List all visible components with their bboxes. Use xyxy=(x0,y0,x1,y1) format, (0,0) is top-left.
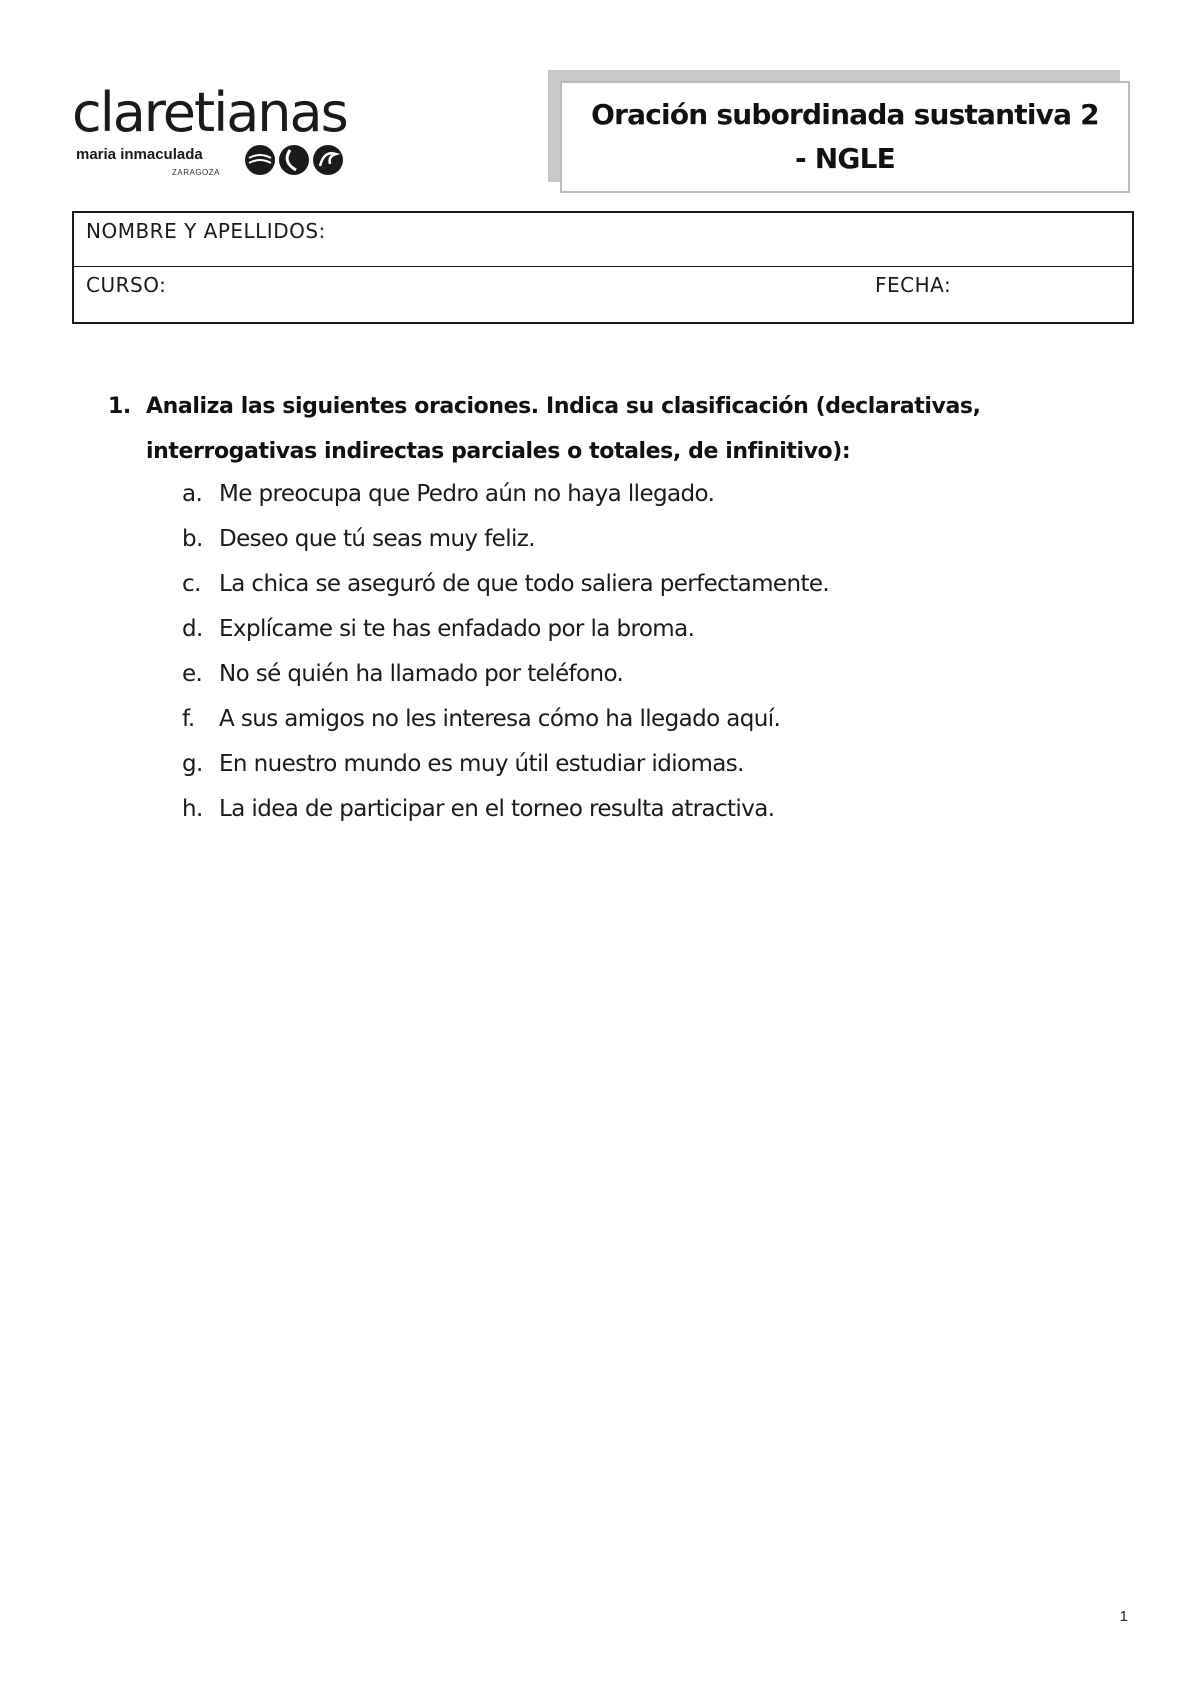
list-item xyxy=(182,697,829,742)
list-item xyxy=(182,517,829,562)
item-text: La idea de participar en el torneo resulta atractiva. xyxy=(219,796,775,822)
logo-subtitle: maria inmaculada xyxy=(76,146,203,163)
item-text: A sus amigos no les interesa cómo ha llegado aquí. xyxy=(219,706,781,732)
title-line-1: Oración subordinada sustantiva 2 xyxy=(591,98,1099,131)
item-text: Deseo que tú seas muy feliz. xyxy=(219,526,535,552)
item-text: Explícame si te has enfadado por la broma. xyxy=(219,616,695,642)
page-number: 1 xyxy=(1119,1608,1128,1625)
list-item xyxy=(182,652,829,697)
exercise-number: 1. xyxy=(108,394,131,419)
item-letter: d. xyxy=(182,616,203,642)
item-letter: g. xyxy=(182,751,203,777)
logo-wordmark: claretianas xyxy=(72,81,347,144)
item-text: Me preocupa que Pedro aún no haya llegado. xyxy=(219,481,715,507)
item-letter: c. xyxy=(182,571,201,597)
list-item xyxy=(182,562,829,607)
list-item xyxy=(182,607,829,652)
date-label: FECHA: xyxy=(875,273,952,297)
exercise-instruction: Analiza las siguientes oraciones. Indica su clasificación (declarativas, interrogativas indirectas parciales o totales, de infinitivo): xyxy=(146,394,981,464)
item-text: No sé quién ha llamado por teléfono. xyxy=(219,661,624,687)
exercise-question xyxy=(108,384,1138,474)
title-line-2: - NGLE xyxy=(795,142,895,175)
item-letter: e. xyxy=(182,661,203,687)
title-box xyxy=(560,81,1130,193)
logo-city: ZARAGOZA xyxy=(172,168,221,177)
item-text: La chica se aseguró de que todo saliera perfectamente. xyxy=(219,571,830,597)
item-text: En nuestro mundo es muy útil estudiar idiomas. xyxy=(219,751,744,777)
logo-circles-icon xyxy=(244,144,344,178)
item-letter: b. xyxy=(182,526,203,552)
sentence-list xyxy=(182,472,829,832)
item-letter: a. xyxy=(182,481,203,507)
list-item xyxy=(182,787,829,832)
name-row xyxy=(74,213,1132,267)
student-info-table xyxy=(72,211,1134,324)
list-item xyxy=(182,742,829,787)
course-label: CURSO: xyxy=(86,273,167,297)
item-letter: f. xyxy=(182,706,195,732)
name-label: NOMBRE Y APELLIDOS: xyxy=(86,219,326,243)
course-date-row xyxy=(74,267,1132,321)
list-item xyxy=(182,472,829,517)
item-letter: h. xyxy=(182,796,203,822)
school-logo xyxy=(72,81,347,182)
